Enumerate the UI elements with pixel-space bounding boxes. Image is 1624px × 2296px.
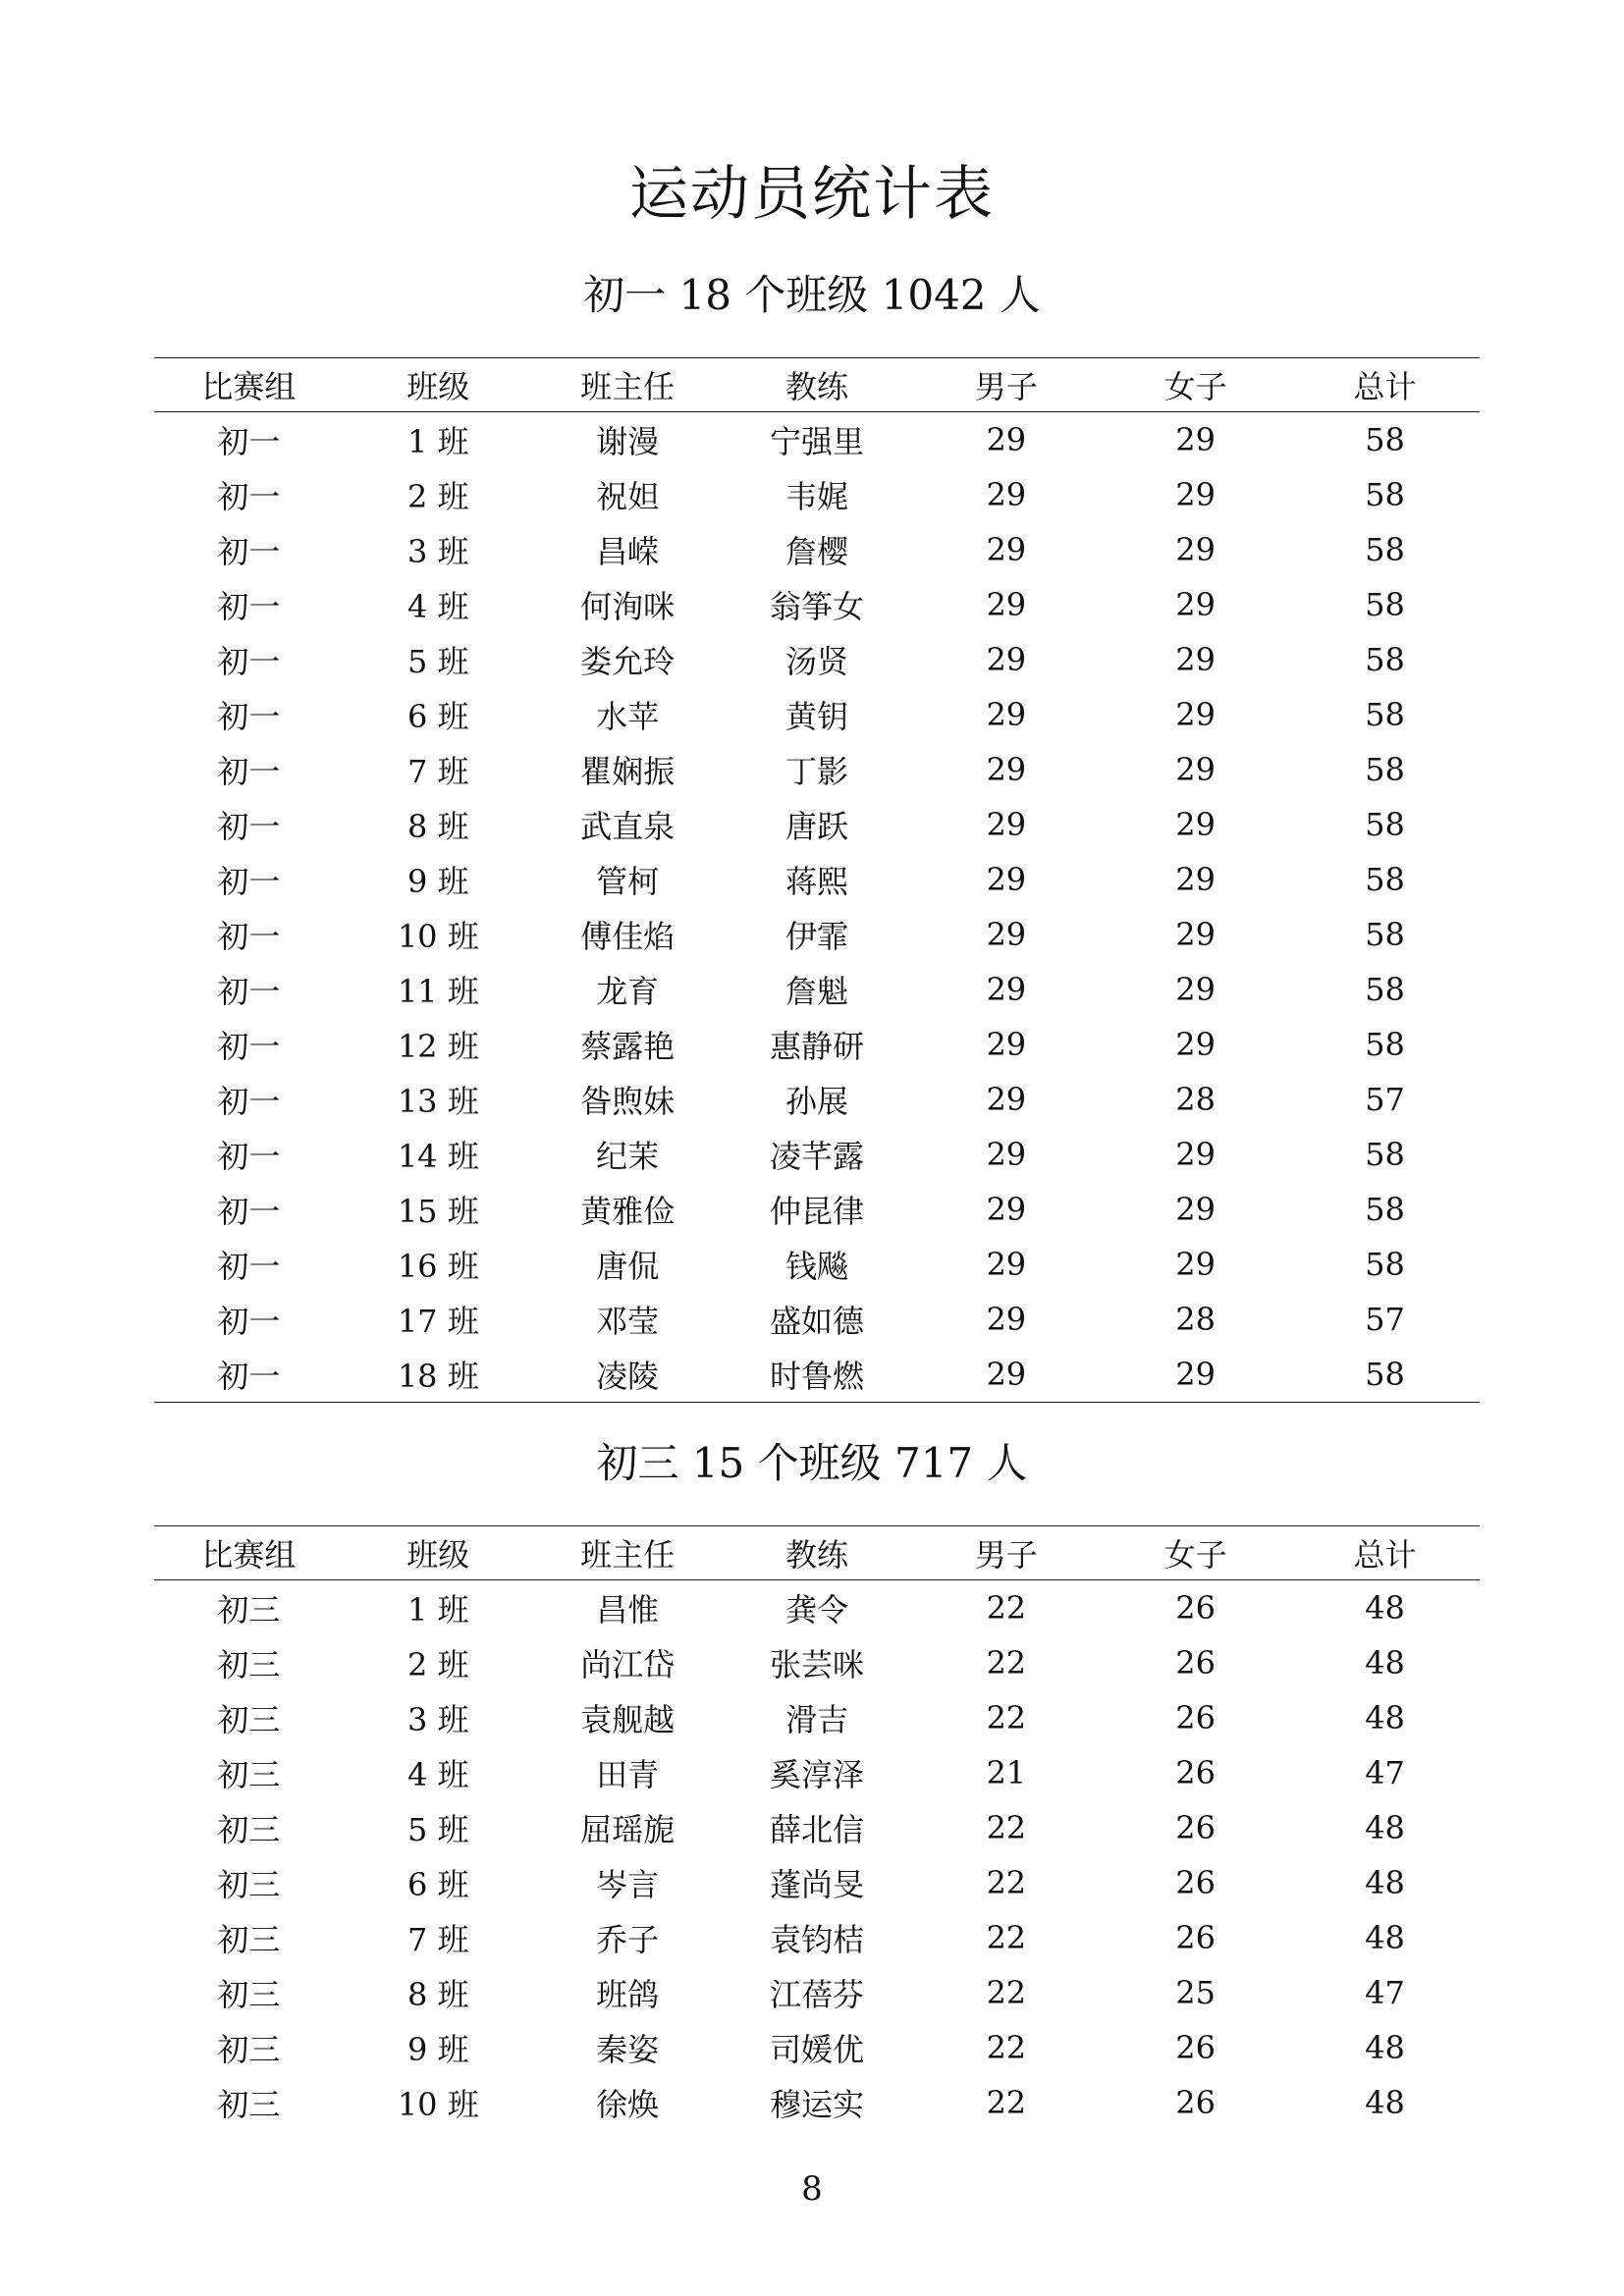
table-row [154, 742, 1480, 797]
table-row [154, 1347, 1480, 1403]
total-cell: 58 [1365, 751, 1405, 788]
head-teacher-cell: 昝煦妹 [580, 1083, 676, 1120]
head-teacher-cell: 尚江岱 [580, 1646, 676, 1683]
class-cell: 16 班 [397, 1248, 479, 1285]
group-cell: 初一 [217, 1248, 281, 1285]
total-cell: 48 [1365, 1864, 1405, 1901]
male-count-cell: 29 [986, 696, 1027, 733]
class-cell: 7 班 [406, 753, 469, 790]
table-row [154, 1745, 1480, 1800]
coach-cell: 孙展 [785, 1083, 848, 1120]
group-cell: 初三 [217, 1976, 281, 2013]
total-cell: 58 [1365, 476, 1405, 513]
total-cell: 58 [1365, 696, 1405, 733]
total-cell: 57 [1365, 1301, 1405, 1338]
class-cell: 5 班 [406, 1811, 469, 1848]
table-row [154, 1182, 1480, 1237]
class-cell: 9 班 [406, 863, 469, 900]
group-cell: 初一 [217, 423, 281, 460]
total-cell: 58 [1365, 916, 1405, 953]
total-cell: 58 [1365, 1191, 1405, 1228]
male-count-cell: 29 [986, 806, 1027, 843]
table-row [154, 1580, 1480, 1636]
coach-cell: 翁筝女 [769, 588, 864, 625]
column-header-female: 女子 [1101, 358, 1290, 412]
group-cell: 初一 [217, 1303, 281, 1340]
total-cell: 47 [1365, 1754, 1405, 1791]
column-header-group: 比赛组 [154, 358, 344, 412]
head-teacher-cell: 水苹 [596, 698, 660, 735]
section-heading-grade-3: 初三 15 个班级 717 人 [596, 1439, 1028, 1487]
total-cell: 58 [1290, 1347, 1480, 1403]
female-count-cell: 29 [1175, 1136, 1216, 1173]
coach-cell: 蓬尚旻 [769, 1866, 864, 1903]
male-count-cell: 21 [986, 1754, 1027, 1791]
head-teacher-cell: 班鸽 [596, 1976, 660, 2013]
female-count-cell: 26 [1175, 1754, 1216, 1791]
female-count-cell: 29 [1175, 1246, 1216, 1283]
class-cell: 14 班 [397, 1138, 479, 1175]
male-count-cell: 22 [986, 1699, 1027, 1736]
column-header-class: 班级 [344, 358, 533, 412]
female-count-cell: 29 [1175, 916, 1216, 953]
table-row [154, 522, 1480, 577]
class-cell: 2 班 [406, 478, 469, 515]
head-teacher-cell: 乔子 [596, 1921, 660, 1958]
coach-cell: 张芸咪 [769, 1646, 864, 1683]
female-count-cell: 29 [1175, 421, 1216, 458]
group-cell: 初三 [217, 1866, 281, 1903]
table-row [154, 907, 1480, 962]
coach-cell: 仲昆律 [769, 1193, 864, 1230]
head-teacher-cell: 管柯 [596, 863, 660, 900]
male-count-cell: 22 [986, 2029, 1027, 2066]
table-row [154, 1635, 1480, 1690]
table-row [154, 1292, 1480, 1347]
head-teacher-cell: 邓莹 [596, 1303, 660, 1340]
class-cell: 4 班 [406, 588, 469, 625]
coach-cell: 伊霏 [785, 918, 848, 955]
total-cell: 58 [1365, 421, 1405, 458]
page-number: 8 [801, 2169, 823, 2209]
table-row [154, 467, 1480, 522]
coach-cell: 丁影 [785, 753, 848, 790]
male-count-cell: 29 [986, 1081, 1027, 1118]
table-row [154, 852, 1480, 907]
total-cell: 48 [1365, 1589, 1405, 1627]
head-teacher-cell: 凌陵 [533, 1347, 723, 1403]
female-count-cell: 29 [1175, 476, 1216, 513]
total-cell: 58 [1365, 586, 1405, 623]
group-cell: 初三 [217, 2086, 281, 2123]
total-cell: 48 [1365, 2084, 1405, 2121]
head-teacher-cell: 谢漫 [596, 423, 660, 460]
head-teacher-cell: 傅佳焰 [580, 918, 676, 955]
column-header-total: 总计 [1290, 358, 1480, 412]
coach-cell: 凌芊露 [769, 1138, 864, 1175]
female-count-cell: 29 [1175, 751, 1216, 788]
section-heading-grade-1: 初一 18 个班级 1042 人 [583, 271, 1041, 319]
total-cell: 58 [1365, 1026, 1405, 1063]
group-cell: 初三 [217, 2031, 281, 2068]
female-count-cell: 26 [1175, 2029, 1216, 2066]
head-teacher-cell: 昌惟 [596, 1591, 660, 1629]
group-cell: 初一 [217, 698, 281, 735]
coach-cell: 钱飚 [785, 1248, 848, 1285]
class-cell: 5 班 [406, 643, 469, 680]
class-cell: 6 班 [406, 698, 469, 735]
column-header-coach: 教练 [723, 358, 912, 412]
head-teacher-cell: 蔡露艳 [580, 1028, 676, 1065]
head-teacher-cell: 瞿娴振 [580, 753, 676, 790]
female-count-cell: 28 [1175, 1081, 1216, 1118]
coach-cell: 唐跃 [785, 808, 848, 845]
head-teacher-cell: 何洵咪 [580, 588, 676, 625]
class-cell: 10 班 [397, 918, 479, 955]
male-count-cell: 29 [986, 971, 1027, 1008]
male-count-cell: 29 [986, 861, 1027, 898]
head-teacher-cell: 武直泉 [580, 808, 676, 845]
coach-cell: 汤贤 [785, 643, 848, 680]
column-header-female: 女子 [1101, 1526, 1290, 1580]
male-count-cell: 29 [986, 1301, 1027, 1338]
group-cell: 初三 [217, 1811, 281, 1848]
coach-cell: 时鲁燃 [723, 1347, 912, 1403]
coach-cell: 宁强里 [769, 423, 864, 460]
column-header-head-teacher: 班主任 [533, 1526, 723, 1580]
male-count-cell: 29 [986, 476, 1027, 513]
total-cell: 48 [1365, 1699, 1405, 1736]
group-cell: 初三 [217, 1646, 281, 1683]
coach-cell: 蒋熙 [785, 863, 848, 900]
head-teacher-cell: 秦姿 [596, 2031, 660, 2068]
male-count-cell: 29 [986, 1191, 1027, 1228]
class-cell: 3 班 [406, 533, 469, 570]
group-cell: 初一 [217, 973, 281, 1010]
female-count-cell: 26 [1175, 1864, 1216, 1901]
head-teacher-cell: 屈瑶旎 [580, 1811, 676, 1848]
total-cell: 48 [1365, 2029, 1405, 2066]
male-count-cell: 29 [986, 531, 1027, 568]
class-cell: 8 班 [406, 1976, 469, 2013]
table-row [154, 1127, 1480, 1182]
column-header-group: 比赛组 [154, 1526, 344, 1580]
group-cell: 初一 [217, 863, 281, 900]
coach-cell: 惠静研 [769, 1028, 864, 1065]
total-cell: 58 [1365, 1136, 1405, 1173]
total-cell: 58 [1365, 971, 1405, 1008]
table-row [154, 1965, 1480, 2020]
total-cell: 58 [1365, 1246, 1405, 1283]
male-count-cell: 29 [986, 421, 1027, 458]
head-teacher-cell: 黄雅俭 [580, 1193, 676, 1230]
female-count-cell: 26 [1175, 1589, 1216, 1627]
total-cell: 57 [1365, 1081, 1405, 1118]
table-row [154, 577, 1480, 632]
class-cell: 8 班 [406, 808, 469, 845]
page-title: 运动员统计表 [629, 160, 995, 229]
column-header-male: 男子 [911, 358, 1101, 412]
head-teacher-cell: 岑言 [596, 1866, 660, 1903]
table-row [154, 412, 1480, 468]
female-count-cell: 26 [1175, 2084, 1216, 2121]
group-cell: 初一 [217, 588, 281, 625]
group-cell: 初一 [154, 1347, 344, 1403]
male-count-cell: 29 [986, 916, 1027, 953]
head-teacher-cell: 袁舰越 [580, 1701, 676, 1738]
female-count-cell: 29 [1175, 641, 1216, 678]
group-cell: 初一 [217, 1028, 281, 1065]
total-cell: 48 [1365, 1809, 1405, 1846]
column-header-total: 总计 [1290, 1526, 1480, 1580]
group-cell: 初一 [217, 643, 281, 680]
coach-cell: 盛如德 [769, 1303, 864, 1340]
table-row [154, 1910, 1480, 1965]
male-count-cell: 29 [986, 1026, 1027, 1063]
column-header-class: 班级 [344, 1526, 533, 1580]
coach-cell: 龚令 [785, 1591, 848, 1629]
total-cell: 58 [1365, 806, 1405, 843]
class-cell: 4 班 [406, 1756, 469, 1793]
female-count-cell: 26 [1175, 1699, 1216, 1736]
total-cell: 58 [1365, 641, 1405, 678]
table-row [154, 962, 1480, 1017]
grade-3-table [154, 1525, 1480, 2130]
grade-1-table [154, 357, 1480, 1403]
head-teacher-cell: 娄允玲 [580, 643, 676, 680]
table-row [154, 2020, 1480, 2075]
coach-cell: 詹樱 [785, 533, 848, 570]
coach-cell: 詹魁 [785, 973, 848, 1010]
total-cell: 48 [1365, 1644, 1405, 1682]
class-cell: 2 班 [406, 1646, 469, 1683]
grade-3-rows [154, 1580, 1480, 2131]
female-count-cell: 26 [1175, 1919, 1216, 1956]
male-count-cell: 22 [986, 1809, 1027, 1846]
male-count-cell: 29 [911, 1347, 1101, 1403]
table-row [154, 1237, 1480, 1292]
head-teacher-cell: 龙育 [596, 973, 660, 1010]
coach-cell: 奚淳泽 [769, 1756, 864, 1793]
table-row [154, 2075, 1480, 2130]
group-cell: 初三 [217, 1591, 281, 1629]
female-count-cell: 29 [1175, 696, 1216, 733]
coach-cell: 薛北信 [769, 1811, 864, 1848]
class-cell: 6 班 [406, 1866, 469, 1903]
total-cell: 58 [1365, 861, 1405, 898]
group-cell: 初三 [217, 1921, 281, 1958]
male-count-cell: 22 [986, 1589, 1027, 1627]
head-teacher-cell: 祝妲 [596, 478, 660, 515]
class-cell: 13 班 [397, 1083, 479, 1120]
group-cell: 初三 [217, 1701, 281, 1738]
class-cell: 12 班 [397, 1028, 479, 1065]
table-row [154, 1072, 1480, 1127]
class-cell: 15 班 [397, 1193, 479, 1230]
table-header-row [154, 358, 1480, 412]
group-cell: 初一 [217, 533, 281, 570]
group-cell: 初一 [217, 478, 281, 515]
total-cell: 58 [1365, 531, 1405, 568]
coach-cell: 司媛优 [769, 2031, 864, 2068]
table-header-row [154, 1526, 1480, 1580]
female-count-cell: 29 [1101, 1347, 1290, 1403]
male-count-cell: 29 [986, 1246, 1027, 1283]
table-row [154, 797, 1480, 852]
head-teacher-cell: 昌嵘 [596, 533, 660, 570]
female-count-cell: 29 [1175, 1191, 1216, 1228]
column-header-head-teacher: 班主任 [533, 358, 723, 412]
grade-1-rows [154, 412, 1480, 1403]
group-cell: 初三 [217, 1756, 281, 1793]
group-cell: 初一 [217, 918, 281, 955]
female-count-cell: 26 [1175, 1644, 1216, 1682]
total-cell: 48 [1365, 1919, 1405, 1956]
coach-cell: 黄钥 [785, 698, 848, 735]
coach-cell: 滑吉 [785, 1701, 848, 1738]
male-count-cell: 22 [986, 1974, 1027, 2011]
group-cell: 初一 [217, 1193, 281, 1230]
head-teacher-cell: 纪茉 [596, 1138, 660, 1175]
coach-cell: 穆运实 [769, 2086, 864, 2123]
column-header-male: 男子 [911, 1526, 1101, 1580]
female-count-cell: 28 [1175, 1301, 1216, 1338]
coach-cell: 韦娓 [785, 478, 848, 515]
table-row [154, 632, 1480, 687]
female-count-cell: 29 [1175, 586, 1216, 623]
table-row [154, 1855, 1480, 1910]
male-count-cell: 29 [986, 1136, 1027, 1173]
class-cell: 18 班 [344, 1347, 533, 1403]
head-teacher-cell: 唐侃 [596, 1248, 660, 1285]
class-cell: 9 班 [406, 2031, 469, 2068]
group-cell: 初一 [217, 1138, 281, 1175]
female-count-cell: 29 [1175, 531, 1216, 568]
male-count-cell: 22 [986, 1864, 1027, 1901]
class-cell: 7 班 [406, 1921, 469, 1958]
class-cell: 10 班 [397, 2086, 479, 2123]
female-count-cell: 25 [1175, 1974, 1216, 2011]
class-cell: 17 班 [397, 1303, 479, 1340]
male-count-cell: 22 [986, 1919, 1027, 1956]
female-count-cell: 26 [1175, 1809, 1216, 1846]
male-count-cell: 22 [986, 1644, 1027, 1682]
group-cell: 初一 [217, 1083, 281, 1120]
table-row [154, 1800, 1480, 1855]
class-cell: 1 班 [406, 1591, 469, 1629]
male-count-cell: 29 [986, 586, 1027, 623]
class-cell: 3 班 [406, 1701, 469, 1738]
table-row [154, 1017, 1480, 1072]
head-teacher-cell: 田青 [596, 1756, 660, 1793]
total-cell: 47 [1365, 1974, 1405, 2011]
group-cell: 初一 [217, 808, 281, 845]
coach-cell: 袁钧桔 [769, 1921, 864, 1958]
male-count-cell: 29 [986, 641, 1027, 678]
coach-cell: 江蓓芬 [769, 1976, 864, 2013]
head-teacher-cell: 徐焕 [596, 2086, 660, 2123]
female-count-cell: 29 [1175, 861, 1216, 898]
class-cell: 1 班 [406, 423, 469, 460]
table-row [154, 1690, 1480, 1745]
male-count-cell: 29 [986, 751, 1027, 788]
female-count-cell: 29 [1175, 971, 1216, 1008]
class-cell: 11 班 [397, 973, 479, 1010]
column-header-coach: 教练 [723, 1526, 912, 1580]
group-cell: 初一 [217, 753, 281, 790]
male-count-cell: 22 [986, 2084, 1027, 2121]
female-count-cell: 29 [1175, 806, 1216, 843]
female-count-cell: 29 [1175, 1026, 1216, 1063]
table-row [154, 687, 1480, 742]
